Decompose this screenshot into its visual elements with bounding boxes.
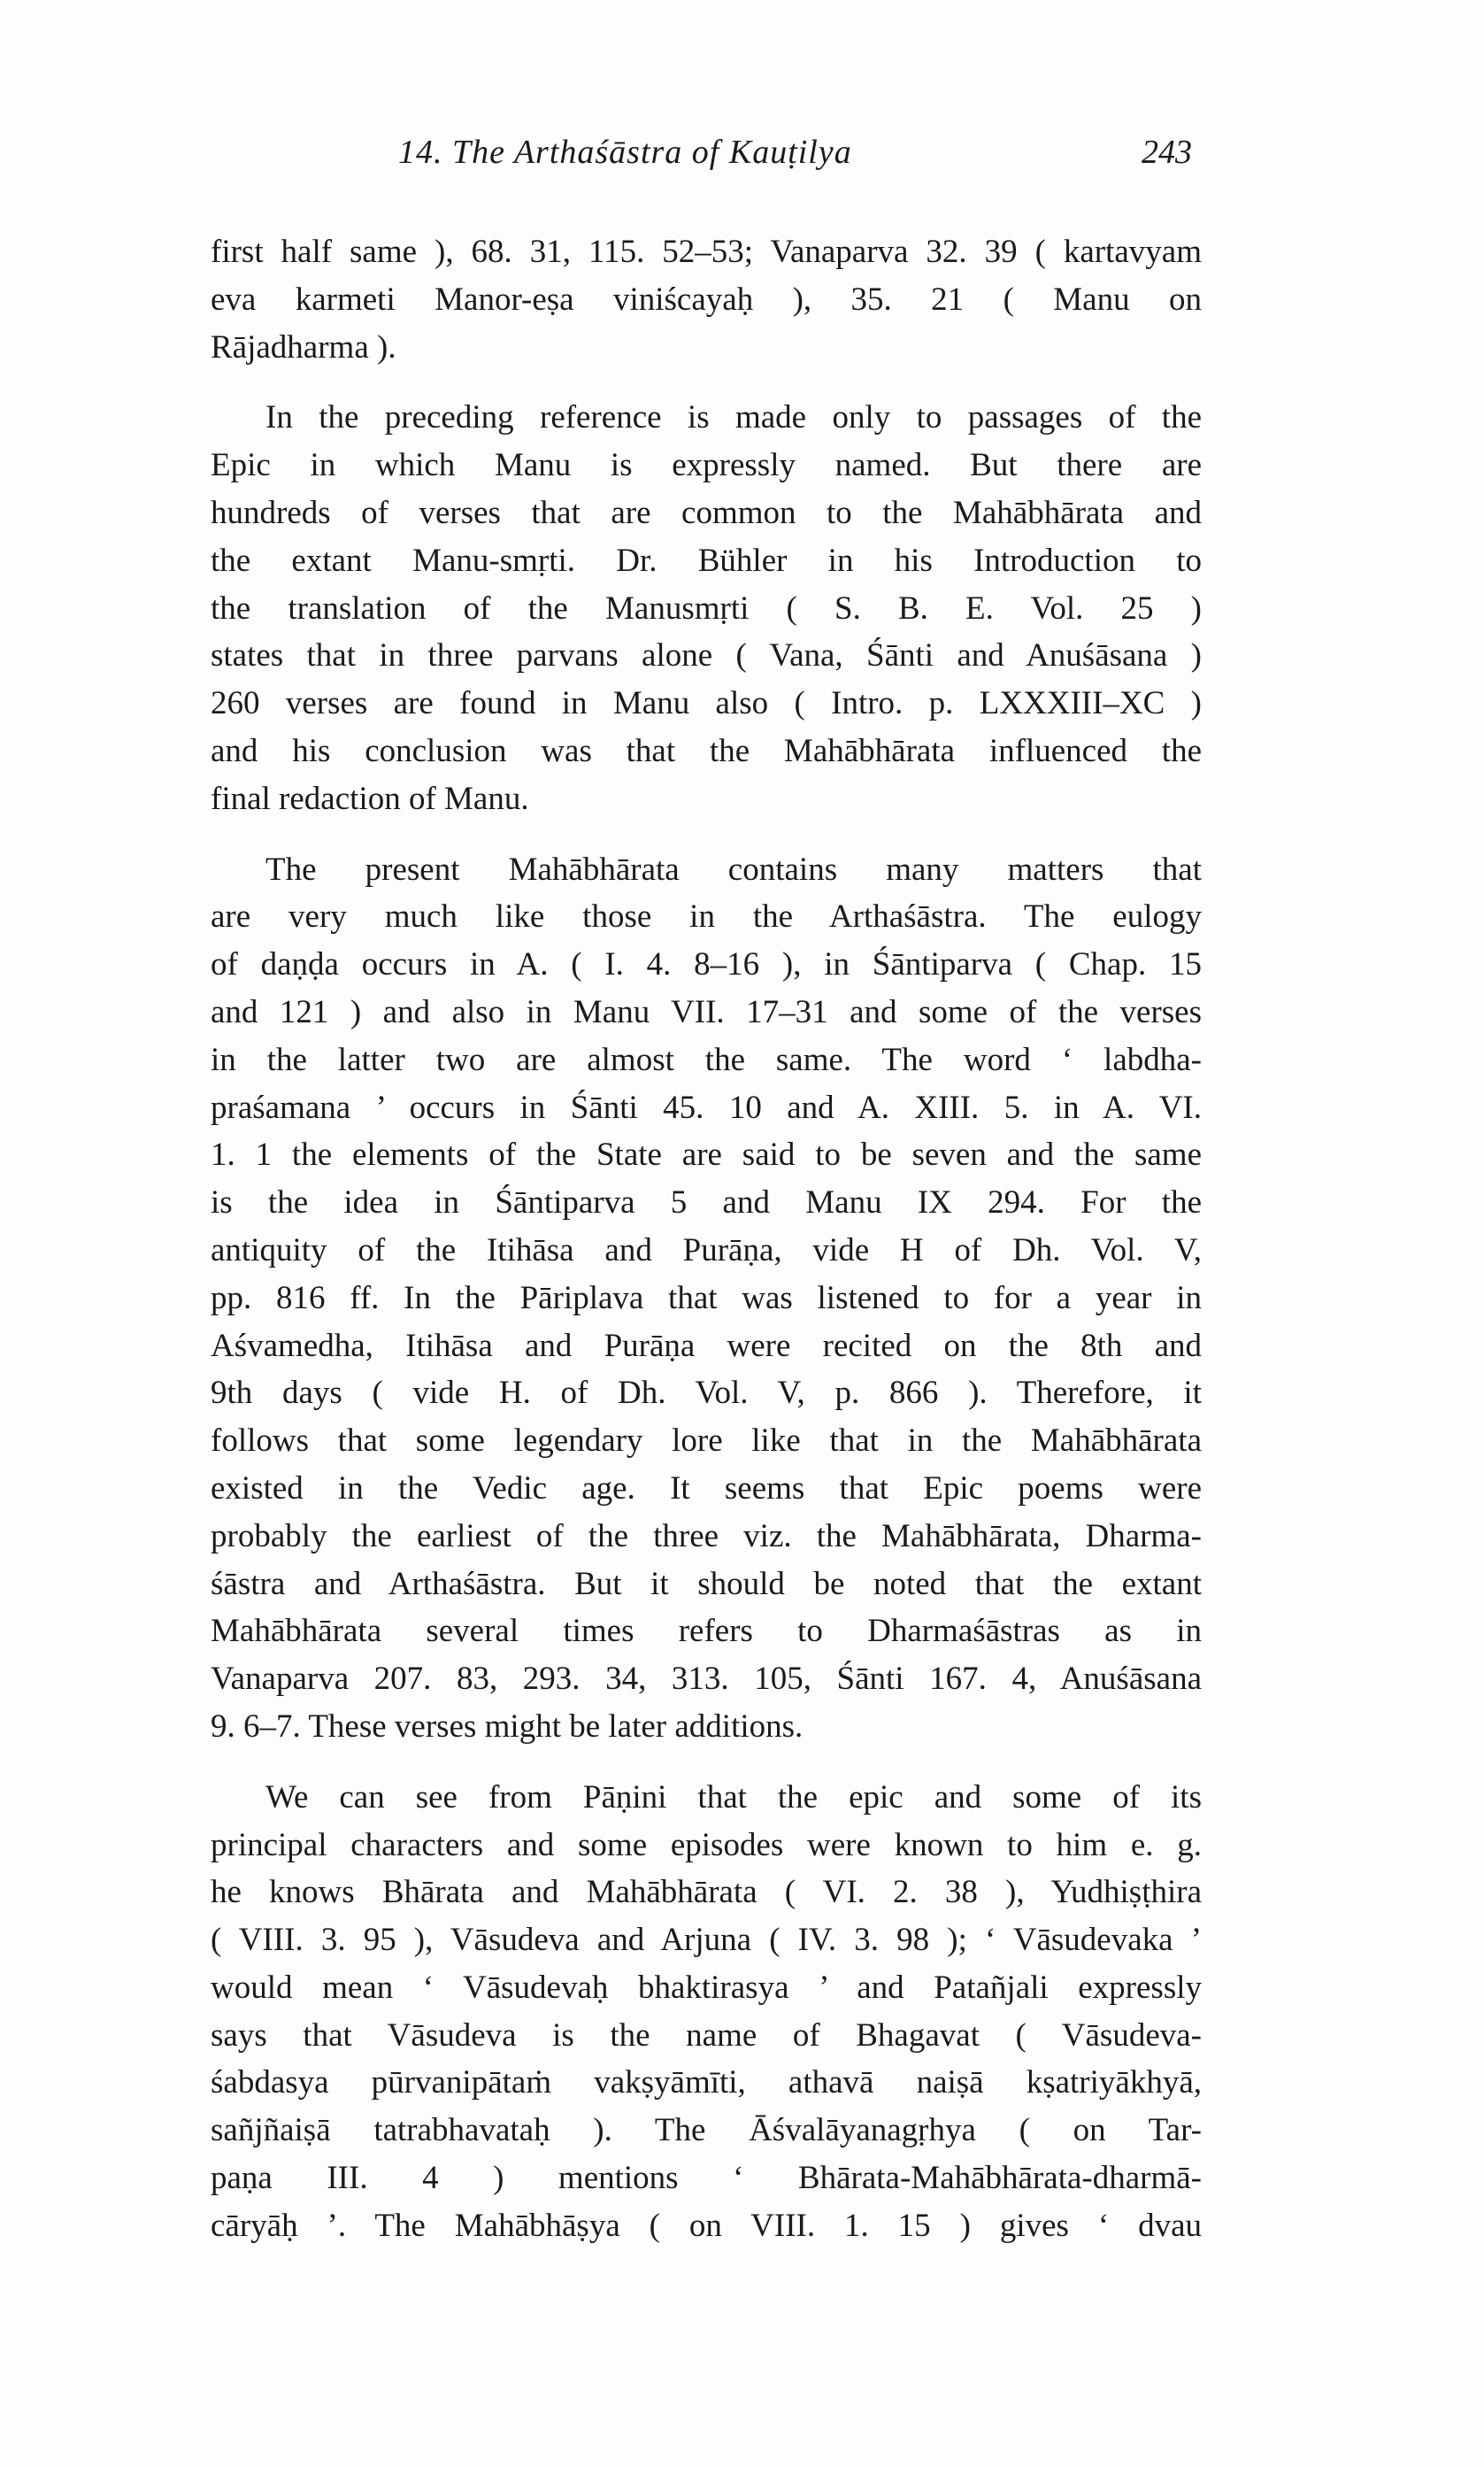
text-line: follows that some legendary lore like that in the Mahābhārata [211,1422,1202,1460]
text-line: In the preceding reference is made only to passages of the [265,399,1202,436]
text-line: Aśvamedha, Itihāsa and Purāṇa were recited on the 8th and [211,1327,1202,1364]
paragraph-1 [211,228,1202,371]
text-line: principal characters and some episodes were known to him e. g. [211,1826,1202,1863]
text-line: are very much like those in the Arthaśāstra. The eulogy [211,898,1202,936]
text-line: existed in the Vedic age. It seems that Epic poems were [211,1469,1202,1507]
text-line: and his conclusion was that the Mahābhārata influenced the [211,732,1202,769]
text-line: śabdasya pūrvanipātaṁ vakṣyāmīti, athavā naiṣā kṣatriyākhyā, [211,2064,1202,2101]
text-line: in the latter two are almost the same. The word ‘ labdha- [211,1041,1202,1078]
text-line: the extant Manu-smṛti. Dr. Bühler in his Introduction to [211,542,1202,579]
text-line: of daṇḍa occurs in A. ( I. 4. 8–16 ), in Śāntiparva ( Chap. 15 [211,946,1202,983]
text-line: first half same ), 68. 31, 115. 52–53; Vanaparva 32. 39 ( kartavyam [211,234,1202,270]
text-line: probably the earliest of the three viz. the Mahābhārata, Dharma- [211,1517,1202,1554]
text-line: 9. 6–7. These verses might be later additions. [211,1708,804,1745]
text-line: ( VIII. 3. 95 ), Vāsudeva and Arjuna ( IV. 3. 98 ); ‘ Vāsudevaka ’ [211,1922,1202,1959]
text-line: final redaction of Manu. [211,780,529,817]
text-line: cāryāḥ ’. The Mahābhāṣya ( on VIII. 1. 15 ) gives ‘ dvau [211,2207,1202,2244]
text-line: Epic in which Manu is expressly named. But there are [211,447,1202,484]
text-line: We can see from Pāṇini that the epic and some of its [265,1778,1202,1816]
running-header [0,133,1484,186]
text-line: says that Vāsudeva is the name of Bhagavat ( Vāsudeva- [211,2016,1202,2054]
text-line: 1. 1 the elements of the State are said to be seven and the same [211,1137,1202,1174]
text-line: he knows Bhārata and Mahābhārata ( VI. 2. 38 ), Yudhiṣṭhira [211,1874,1202,1911]
text-line: 260 verses are found in Manu also ( Intro. p. LXXXIII–XC ) [211,685,1202,722]
text-line: pp. 816 ff. In the Pāriplava that was listened to for a year in [211,1279,1202,1316]
text-line: states that in three parvans alone ( Vana, Śānti and Anuśāsana ) [211,637,1202,675]
text-line: antiquity of the Itihāsa and Purāṇa, vide H of Dh. Vol. V, [211,1231,1202,1268]
text-line: is the idea in Śāntiparva 5 and Manu IX 294. For the [211,1184,1202,1222]
text-line: 9th days ( vide H. of Dh. Vol. V, p. 866 ). Therefore, it [211,1375,1202,1412]
text-line: paṇa III. 4 ) mentions ‘ Bhārata-Mahābhārata-dharmā- [211,2160,1202,2197]
text-line: Mahābhārata several times refers to Dharmaśāstras as in [211,1613,1202,1650]
text-line: the translation of the Manusmṛti ( S. B. E. Vol. 25 ) [211,590,1202,627]
paragraph-3 [211,846,1202,1751]
text-line: Rājadharma ). [211,328,396,366]
paragraph-4 [211,1774,1202,2250]
text-line: and 121 ) and also in Manu VII. 17–31 and some of the verses [211,993,1202,1030]
text-line: śāstra and Arthaśāstra. But it should be noted that the extant [211,1565,1202,1602]
text-line: praśamana ’ occurs in Śānti 45. 10 and A. XIII. 5. in A. VI. [211,1089,1202,1126]
page-number: 243 [1142,134,1192,171]
text-line: eva karmeti Manor-eṣa viniścayaḥ ), 35. 21 ( Manu on [211,281,1202,318]
running-title: 14. The Arthaśāstra of Kauṭilya [398,134,852,171]
text-line: sañjñaiṣā tatrabhavataḥ ). The Āśvalāyanagṛhya ( on Tar- [211,2112,1202,2149]
text-line: The present Mahābhārata contains many matters that [265,851,1202,888]
text-line: would mean ‘ Vāsudevaḥ bhaktirasya ’ and Patañjali expressly [211,1969,1202,2006]
body-text [211,228,1202,2250]
text-line: Vanaparva 207. 83, 293. 34, 313. 105, Śānti 167. 4, Anuśāsana [211,1661,1202,1698]
text-line: hundreds of verses that are common to the Mahābhārata and [211,494,1202,531]
paragraph-2 [211,394,1202,822]
